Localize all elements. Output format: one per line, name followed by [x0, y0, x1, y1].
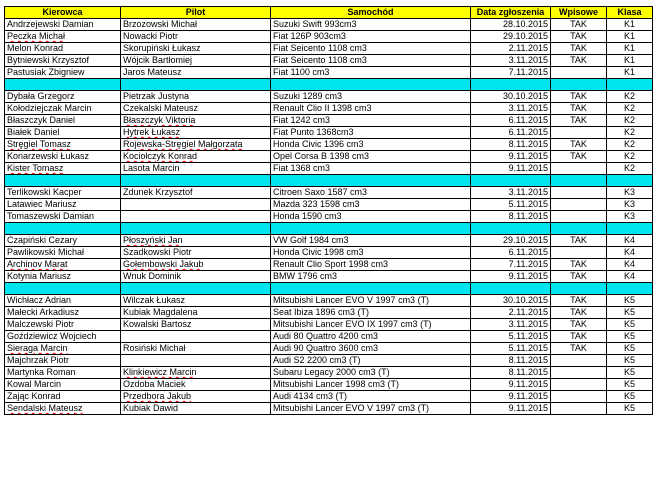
samochod-cell[interactable]: Fiat Seicento 1108 cm3 — [271, 43, 471, 55]
klasa-cell[interactable]: K5 — [607, 295, 653, 307]
kierowca-cell[interactable] — [5, 259, 121, 271]
kierowca-cell[interactable]: Andrzejewski Damian — [5, 19, 121, 31]
wpisowe-cell[interactable] — [551, 127, 607, 139]
samochod-cell[interactable]: Mitsubishi Lancer EVO V 1997 cm3 (T) — [271, 403, 471, 415]
separator-cell[interactable] — [607, 79, 653, 91]
pilot-cell[interactable]: Jaros Mateusz — [121, 67, 271, 79]
samochod-cell[interactable]: Fiat Punto 1368cm3 — [271, 127, 471, 139]
samochod-cell[interactable]: Audi 90 Quattro 3600 cm3 — [271, 343, 471, 355]
table-row — [5, 115, 653, 127]
data-cell[interactable]: 30.10.2015 — [471, 91, 551, 103]
wpisowe-cell[interactable]: TAK — [551, 271, 607, 283]
cell-text: Archinov Marat — [7, 259, 68, 269]
samochod-cell[interactable]: Renault Clio II 1398 cm3 — [271, 103, 471, 115]
data-cell[interactable]: 9.11.2015 — [471, 391, 551, 403]
table-row — [5, 403, 653, 415]
klasa-cell[interactable]: K3 — [607, 199, 653, 211]
kierowca-cell[interactable]: Malczewski Piotr — [5, 319, 121, 331]
samochod-cell[interactable]: Suzuki 1289 cm3 — [271, 91, 471, 103]
data-cell[interactable]: 6.11.2015 — [471, 127, 551, 139]
separator-cell[interactable] — [271, 223, 471, 235]
separator-cell[interactable] — [551, 283, 607, 295]
kierowca-cell[interactable]: Kołodziejczak Marcin — [5, 103, 121, 115]
pilot-cell[interactable] — [121, 355, 271, 367]
wpisowe-cell[interactable]: TAK — [551, 259, 607, 271]
klasa-cell[interactable]: K1 — [607, 55, 653, 67]
wpisowe-cell[interactable]: TAK — [551, 307, 607, 319]
wpisowe-cell[interactable]: TAK — [551, 331, 607, 343]
table-row — [5, 295, 653, 307]
kierowca-cell[interactable]: Dybała Grzegorz — [5, 91, 121, 103]
data-cell[interactable]: 3.11.2015 — [471, 187, 551, 199]
pilot-cell[interactable] — [121, 259, 271, 271]
pilot-cell[interactable] — [121, 115, 271, 127]
samochod-cell[interactable]: Mitsubishi Lancer 1998 cm3 (T) — [271, 379, 471, 391]
samochod-cell[interactable]: Audi 4134 cm3 (T) — [271, 391, 471, 403]
separator-cell[interactable] — [121, 175, 271, 187]
table-row — [5, 355, 653, 367]
header-samochod[interactable]: Samochód — [271, 7, 471, 19]
pilot-cell[interactable]: Nowacki Piotr — [121, 31, 271, 43]
data-cell[interactable]: 8.11.2015 — [471, 211, 551, 223]
klasa-cell[interactable]: K1 — [607, 67, 653, 79]
header-row — [5, 7, 653, 19]
data-cell[interactable]: 9.11.2015 — [471, 271, 551, 283]
klasa-cell[interactable]: K3 — [607, 211, 653, 223]
table-row — [5, 139, 653, 151]
wpisowe-cell[interactable] — [551, 67, 607, 79]
data-cell[interactable]: 7.11.2015 — [471, 67, 551, 79]
kierowca-cell[interactable]: Kotynia Mariusz — [5, 271, 121, 283]
data-cell[interactable]: 2.11.2015 — [471, 307, 551, 319]
pilot-cell[interactable]: Rosiński Michał — [121, 343, 271, 355]
table-row — [5, 259, 653, 271]
samochod-cell[interactable]: Citroen Saxo 1587 cm3 — [271, 187, 471, 199]
wpisowe-cell[interactable]: TAK — [551, 343, 607, 355]
data-cell[interactable]: 29.10.2015 — [471, 235, 551, 247]
pilot-cell[interactable] — [121, 367, 271, 379]
klasa-cell[interactable]: K5 — [607, 403, 653, 415]
separator-cell[interactable] — [471, 175, 551, 187]
table-row — [5, 151, 653, 163]
pilot-cell[interactable]: Kowalski Bartosz — [121, 319, 271, 331]
pilot-cell[interactable]: Lasota Marcin — [121, 163, 271, 175]
table-row — [5, 91, 653, 103]
separator-cell[interactable] — [271, 283, 471, 295]
wpisowe-cell[interactable]: TAK — [551, 55, 607, 67]
wpisowe-cell[interactable]: TAK — [551, 235, 607, 247]
kierowca-cell[interactable]: Białek Daniel — [5, 127, 121, 139]
kierowca-cell[interactable]: Tomaszewski Damian — [5, 211, 121, 223]
cell-text: Kister Tomasz — [7, 163, 64, 173]
pilot-cell[interactable]: Pietrzak Justyna — [121, 91, 271, 103]
samochod-cell[interactable]: Fiat 1242 cm3 — [271, 115, 471, 127]
pilot-cell[interactable]: Skorupiński Łukasz — [121, 43, 271, 55]
wpisowe-cell[interactable] — [551, 367, 607, 379]
klasa-cell[interactable]: K5 — [607, 355, 653, 367]
kierowca-cell[interactable]: Bytniewski Krzysztof — [5, 55, 121, 67]
data-cell[interactable]: 8.11.2015 — [471, 355, 551, 367]
klasa-cell[interactable]: K5 — [607, 379, 653, 391]
kierowca-cell[interactable]: Błaszczyk Daniel — [5, 115, 121, 127]
table-row — [5, 127, 653, 139]
data-cell[interactable]: 9.11.2015 — [471, 403, 551, 415]
wpisowe-cell[interactable]: TAK — [551, 151, 607, 163]
separator-cell[interactable] — [607, 223, 653, 235]
klasa-cell[interactable]: K4 — [607, 271, 653, 283]
kierowca-cell[interactable]: Latawiec Mariusz — [5, 199, 121, 211]
class-separator-row — [5, 283, 653, 295]
pilot-cell[interactable] — [121, 211, 271, 223]
pilot-cell[interactable] — [121, 391, 271, 403]
pilot-cell[interactable]: Brzozowski Michał — [121, 19, 271, 31]
separator-cell[interactable] — [121, 223, 271, 235]
wpisowe-cell[interactable]: TAK — [551, 43, 607, 55]
cell-text: Hytrek Łukasz — [123, 127, 181, 137]
kierowca-cell[interactable]: Terlikowski Kacper — [5, 187, 121, 199]
wpisowe-cell[interactable] — [551, 355, 607, 367]
class-separator-row — [5, 175, 653, 187]
table-row — [5, 247, 653, 259]
table-row — [5, 319, 653, 331]
cell-text: Błaszczyk Viktoria — [123, 115, 196, 125]
klasa-cell[interactable]: K2 — [607, 163, 653, 175]
data-cell[interactable]: 8.11.2015 — [471, 367, 551, 379]
klasa-cell[interactable]: K5 — [607, 319, 653, 331]
kierowca-cell[interactable] — [5, 163, 121, 175]
samochod-cell[interactable]: Fiat 1100 cm3 — [271, 67, 471, 79]
samochod-cell[interactable]: BMW 1796 cm3 — [271, 271, 471, 283]
samochod-cell[interactable]: Opel Corsa B 1398 cm3 — [271, 151, 471, 163]
entry-list-table — [4, 6, 653, 415]
data-cell[interactable]: 3.11.2015 — [471, 55, 551, 67]
pilot-cell[interactable] — [121, 127, 271, 139]
klasa-cell[interactable]: K5 — [607, 331, 653, 343]
table-row — [5, 367, 653, 379]
samochod-cell[interactable]: VW Golf 1984 cm3 — [271, 235, 471, 247]
kierowca-cell[interactable]: Pawlikowski Michał — [5, 247, 121, 259]
pilot-cell[interactable]: Kubiak Dawid — [121, 403, 271, 415]
class-separator-row — [5, 79, 653, 91]
wpisowe-cell[interactable] — [551, 187, 607, 199]
table-row — [5, 307, 653, 319]
klasa-cell[interactable]: K2 — [607, 127, 653, 139]
table-row — [5, 67, 653, 79]
class-separator-row — [5, 223, 653, 235]
data-cell[interactable]: 7.11.2015 — [471, 259, 551, 271]
pilot-cell[interactable] — [121, 151, 271, 163]
kierowca-cell[interactable] — [5, 31, 121, 43]
klasa-cell[interactable]: K2 — [607, 103, 653, 115]
table-row — [5, 43, 653, 55]
samochod-cell[interactable]: Seat Ibiza 1896 cm3 (T) — [271, 307, 471, 319]
data-cell[interactable]: 28.10.2015 — [471, 19, 551, 31]
samochod-cell[interactable]: Fiat 1368 cm3 — [271, 163, 471, 175]
data-cell[interactable]: 3.11.2015 — [471, 103, 551, 115]
table-row — [5, 271, 653, 283]
cell-text: Sendalski Mateusz — [7, 403, 83, 413]
wpisowe-cell[interactable] — [551, 163, 607, 175]
kierowca-cell[interactable] — [5, 343, 121, 355]
separator-cell[interactable] — [551, 79, 607, 91]
wpisowe-cell[interactable]: TAK — [551, 115, 607, 127]
table-row — [5, 55, 653, 67]
wpisowe-cell[interactable] — [551, 247, 607, 259]
data-cell[interactable]: 9.11.2015 — [471, 151, 551, 163]
wpisowe-cell[interactable] — [551, 391, 607, 403]
kierowca-cell[interactable]: Melon Konrad — [5, 43, 121, 55]
klasa-cell[interactable]: K1 — [607, 31, 653, 43]
kierowca-cell[interactable]: Kowal Marcin — [5, 379, 121, 391]
samochod-cell[interactable]: Audi 80 Quattro 4200 cm3 — [271, 331, 471, 343]
kierowca-cell[interactable]: Wichłacz Adrian — [5, 295, 121, 307]
samochod-cell[interactable]: Honda Civic 1396 cm3 — [271, 139, 471, 151]
cell-text: Gołembowski Jakub — [123, 259, 204, 269]
kierowca-cell[interactable] — [5, 403, 121, 415]
data-cell[interactable]: 6.11.2015 — [471, 247, 551, 259]
separator-cell[interactable] — [121, 79, 271, 91]
table-row — [5, 163, 653, 175]
table-row — [5, 211, 653, 223]
separator-cell[interactable] — [5, 283, 121, 295]
separator-cell[interactable] — [5, 175, 121, 187]
separator-cell[interactable] — [271, 175, 471, 187]
klasa-cell[interactable]: K1 — [607, 19, 653, 31]
pilot-cell[interactable] — [121, 235, 271, 247]
cell-text: Kociołczyk Konrad — [123, 151, 198, 161]
wpisowe-cell[interactable]: TAK — [551, 31, 607, 43]
wpisowe-cell[interactable]: TAK — [551, 91, 607, 103]
kierowca-cell[interactable]: Czapiński Cezary — [5, 235, 121, 247]
wpisowe-cell[interactable]: TAK — [551, 19, 607, 31]
table-row — [5, 199, 653, 211]
table-row — [5, 343, 653, 355]
kierowca-cell[interactable]: Martynka Roman — [5, 367, 121, 379]
kierowca-cell[interactable]: Małecki Arkadiusz — [5, 307, 121, 319]
samochod-cell[interactable]: Mazda 323 1598 cm3 — [271, 199, 471, 211]
table-row — [5, 187, 653, 199]
pilot-cell[interactable] — [121, 331, 271, 343]
wpisowe-cell[interactable]: TAK — [551, 319, 607, 331]
cell-text: Przedbora Jakub — [123, 391, 192, 401]
klasa-cell[interactable]: K2 — [607, 151, 653, 163]
separator-cell[interactable] — [5, 223, 121, 235]
wpisowe-cell[interactable] — [551, 199, 607, 211]
separator-cell[interactable] — [5, 79, 121, 91]
samochod-cell[interactable]: Suzuki Swift 993cm3 — [271, 19, 471, 31]
data-cell[interactable]: 8.11.2015 — [471, 139, 551, 151]
separator-cell[interactable] — [471, 283, 551, 295]
separator-cell[interactable] — [551, 223, 607, 235]
pilot-cell[interactable]: Wnuk Dominik — [121, 271, 271, 283]
table-row — [5, 235, 653, 247]
samochod-cell[interactable]: Honda Civic 1998 cm3 — [271, 247, 471, 259]
header-pilot[interactable]: Pilot — [121, 7, 271, 19]
wpisowe-cell[interactable] — [551, 379, 607, 391]
samochod-cell[interactable]: Mitsubishi Lancer EVO IX 1997 cm3 (T) — [271, 319, 471, 331]
samochod-cell[interactable]: Fiat 126P 903cm3 — [271, 31, 471, 43]
data-cell[interactable]: 5.11.2015 — [471, 343, 551, 355]
wpisowe-cell[interactable]: TAK — [551, 295, 607, 307]
pilot-cell[interactable]: Czekalski Mateusz — [121, 103, 271, 115]
table-row — [5, 103, 653, 115]
klasa-cell[interactable]: K5 — [607, 391, 653, 403]
samochod-cell[interactable]: Honda 1590 cm3 — [271, 211, 471, 223]
kierowca-cell[interactable]: Zając Konrad — [5, 391, 121, 403]
cell-text: Peczka Michał — [7, 31, 66, 41]
separator-cell[interactable] — [551, 175, 607, 187]
kierowca-cell[interactable] — [5, 139, 121, 151]
pilot-cell[interactable]: Ozdoba Maciek — [121, 379, 271, 391]
klasa-cell[interactable]: K2 — [607, 91, 653, 103]
samochod-cell[interactable]: Audi S2 2200 cm3 (T) — [271, 355, 471, 367]
samochod-cell[interactable]: Subaru Legacy 2000 cm3 (T) — [271, 367, 471, 379]
klasa-cell[interactable]: K2 — [607, 115, 653, 127]
cell-text: Klinkiewicz Marcin — [123, 367, 197, 377]
klasa-cell[interactable]: K3 — [607, 187, 653, 199]
pilot-cell[interactable] — [121, 139, 271, 151]
cell-text: Sieraga Marcin — [7, 343, 68, 353]
klasa-cell[interactable]: K5 — [607, 343, 653, 355]
klasa-cell[interactable]: K4 — [607, 247, 653, 259]
klasa-cell[interactable]: K4 — [607, 259, 653, 271]
kierowca-cell[interactable]: Konarzewski Łukasz — [5, 151, 121, 163]
wpisowe-cell[interactable]: TAK — [551, 103, 607, 115]
separator-cell[interactable] — [121, 283, 271, 295]
data-cell[interactable]: 5.11.2015 — [471, 199, 551, 211]
header-wpisowe[interactable]: Wpisowe — [551, 7, 607, 19]
separator-cell[interactable] — [271, 79, 471, 91]
table-body — [5, 19, 653, 415]
cell-text: Płoszyński Jan — [123, 235, 183, 245]
samochod-cell[interactable]: Renault Clio Sport 1998 cm3 — [271, 259, 471, 271]
pilot-cell[interactable]: Wójcik Bartłomiej — [121, 55, 271, 67]
table-row — [5, 391, 653, 403]
klasa-cell[interactable]: K2 — [607, 139, 653, 151]
separator-cell[interactable] — [607, 175, 653, 187]
cell-text: Rojewska-Stręgiel Małgorzata — [123, 139, 243, 149]
pilot-cell[interactable]: Szadkowski Piotr — [121, 247, 271, 259]
wpisowe-cell[interactable] — [551, 211, 607, 223]
header-data-zgloszenia[interactable]: Data zgłoszenia — [471, 7, 551, 19]
kierowca-cell[interactable]: Goździewicz Wojciech — [5, 331, 121, 343]
separator-cell[interactable] — [471, 223, 551, 235]
header-kierowca[interactable]: Kierowca — [5, 7, 121, 19]
data-cell[interactable]: 2.11.2015 — [471, 43, 551, 55]
table-row — [5, 19, 653, 31]
pilot-cell[interactable]: Kubiak Magdalena — [121, 307, 271, 319]
table-row — [5, 379, 653, 391]
klasa-cell[interactable]: K1 — [607, 43, 653, 55]
pilot-cell[interactable]: Wilczak Łukasz — [121, 295, 271, 307]
data-cell[interactable]: 9.11.2015 — [471, 379, 551, 391]
data-cell[interactable]: 5.11.2015 — [471, 331, 551, 343]
pilot-cell[interactable] — [121, 199, 271, 211]
klasa-cell[interactable]: K5 — [607, 307, 653, 319]
data-cell[interactable]: 29.10.2015 — [471, 31, 551, 43]
data-cell[interactable]: 30.10.2015 — [471, 295, 551, 307]
data-cell[interactable]: 9.11.2015 — [471, 163, 551, 175]
table-row — [5, 331, 653, 343]
cell-text: Stręgiel Tomasz — [7, 139, 71, 149]
wpisowe-cell[interactable]: TAK — [551, 139, 607, 151]
kierowca-cell[interactable]: Majchrzak Piotr — [5, 355, 121, 367]
separator-cell[interactable] — [471, 79, 551, 91]
wpisowe-cell[interactable] — [551, 403, 607, 415]
samochod-cell[interactable]: Fiat Seicento 1108 cm3 — [271, 55, 471, 67]
klasa-cell[interactable]: K4 — [607, 235, 653, 247]
pilot-cell[interactable]: Zdunek Krzysztof — [121, 187, 271, 199]
klasa-cell[interactable]: K5 — [607, 367, 653, 379]
data-cell[interactable]: 6.11.2015 — [471, 115, 551, 127]
table-row — [5, 31, 653, 43]
header-klasa[interactable]: Klasa — [607, 7, 653, 19]
kierowca-cell[interactable]: Pastusiak Zbigniew — [5, 67, 121, 79]
data-cell[interactable]: 3.11.2015 — [471, 319, 551, 331]
samochod-cell[interactable]: Mitsubishi Lancer EVO V 1997 cm3 (T) — [271, 295, 471, 307]
separator-cell[interactable] — [607, 283, 653, 295]
